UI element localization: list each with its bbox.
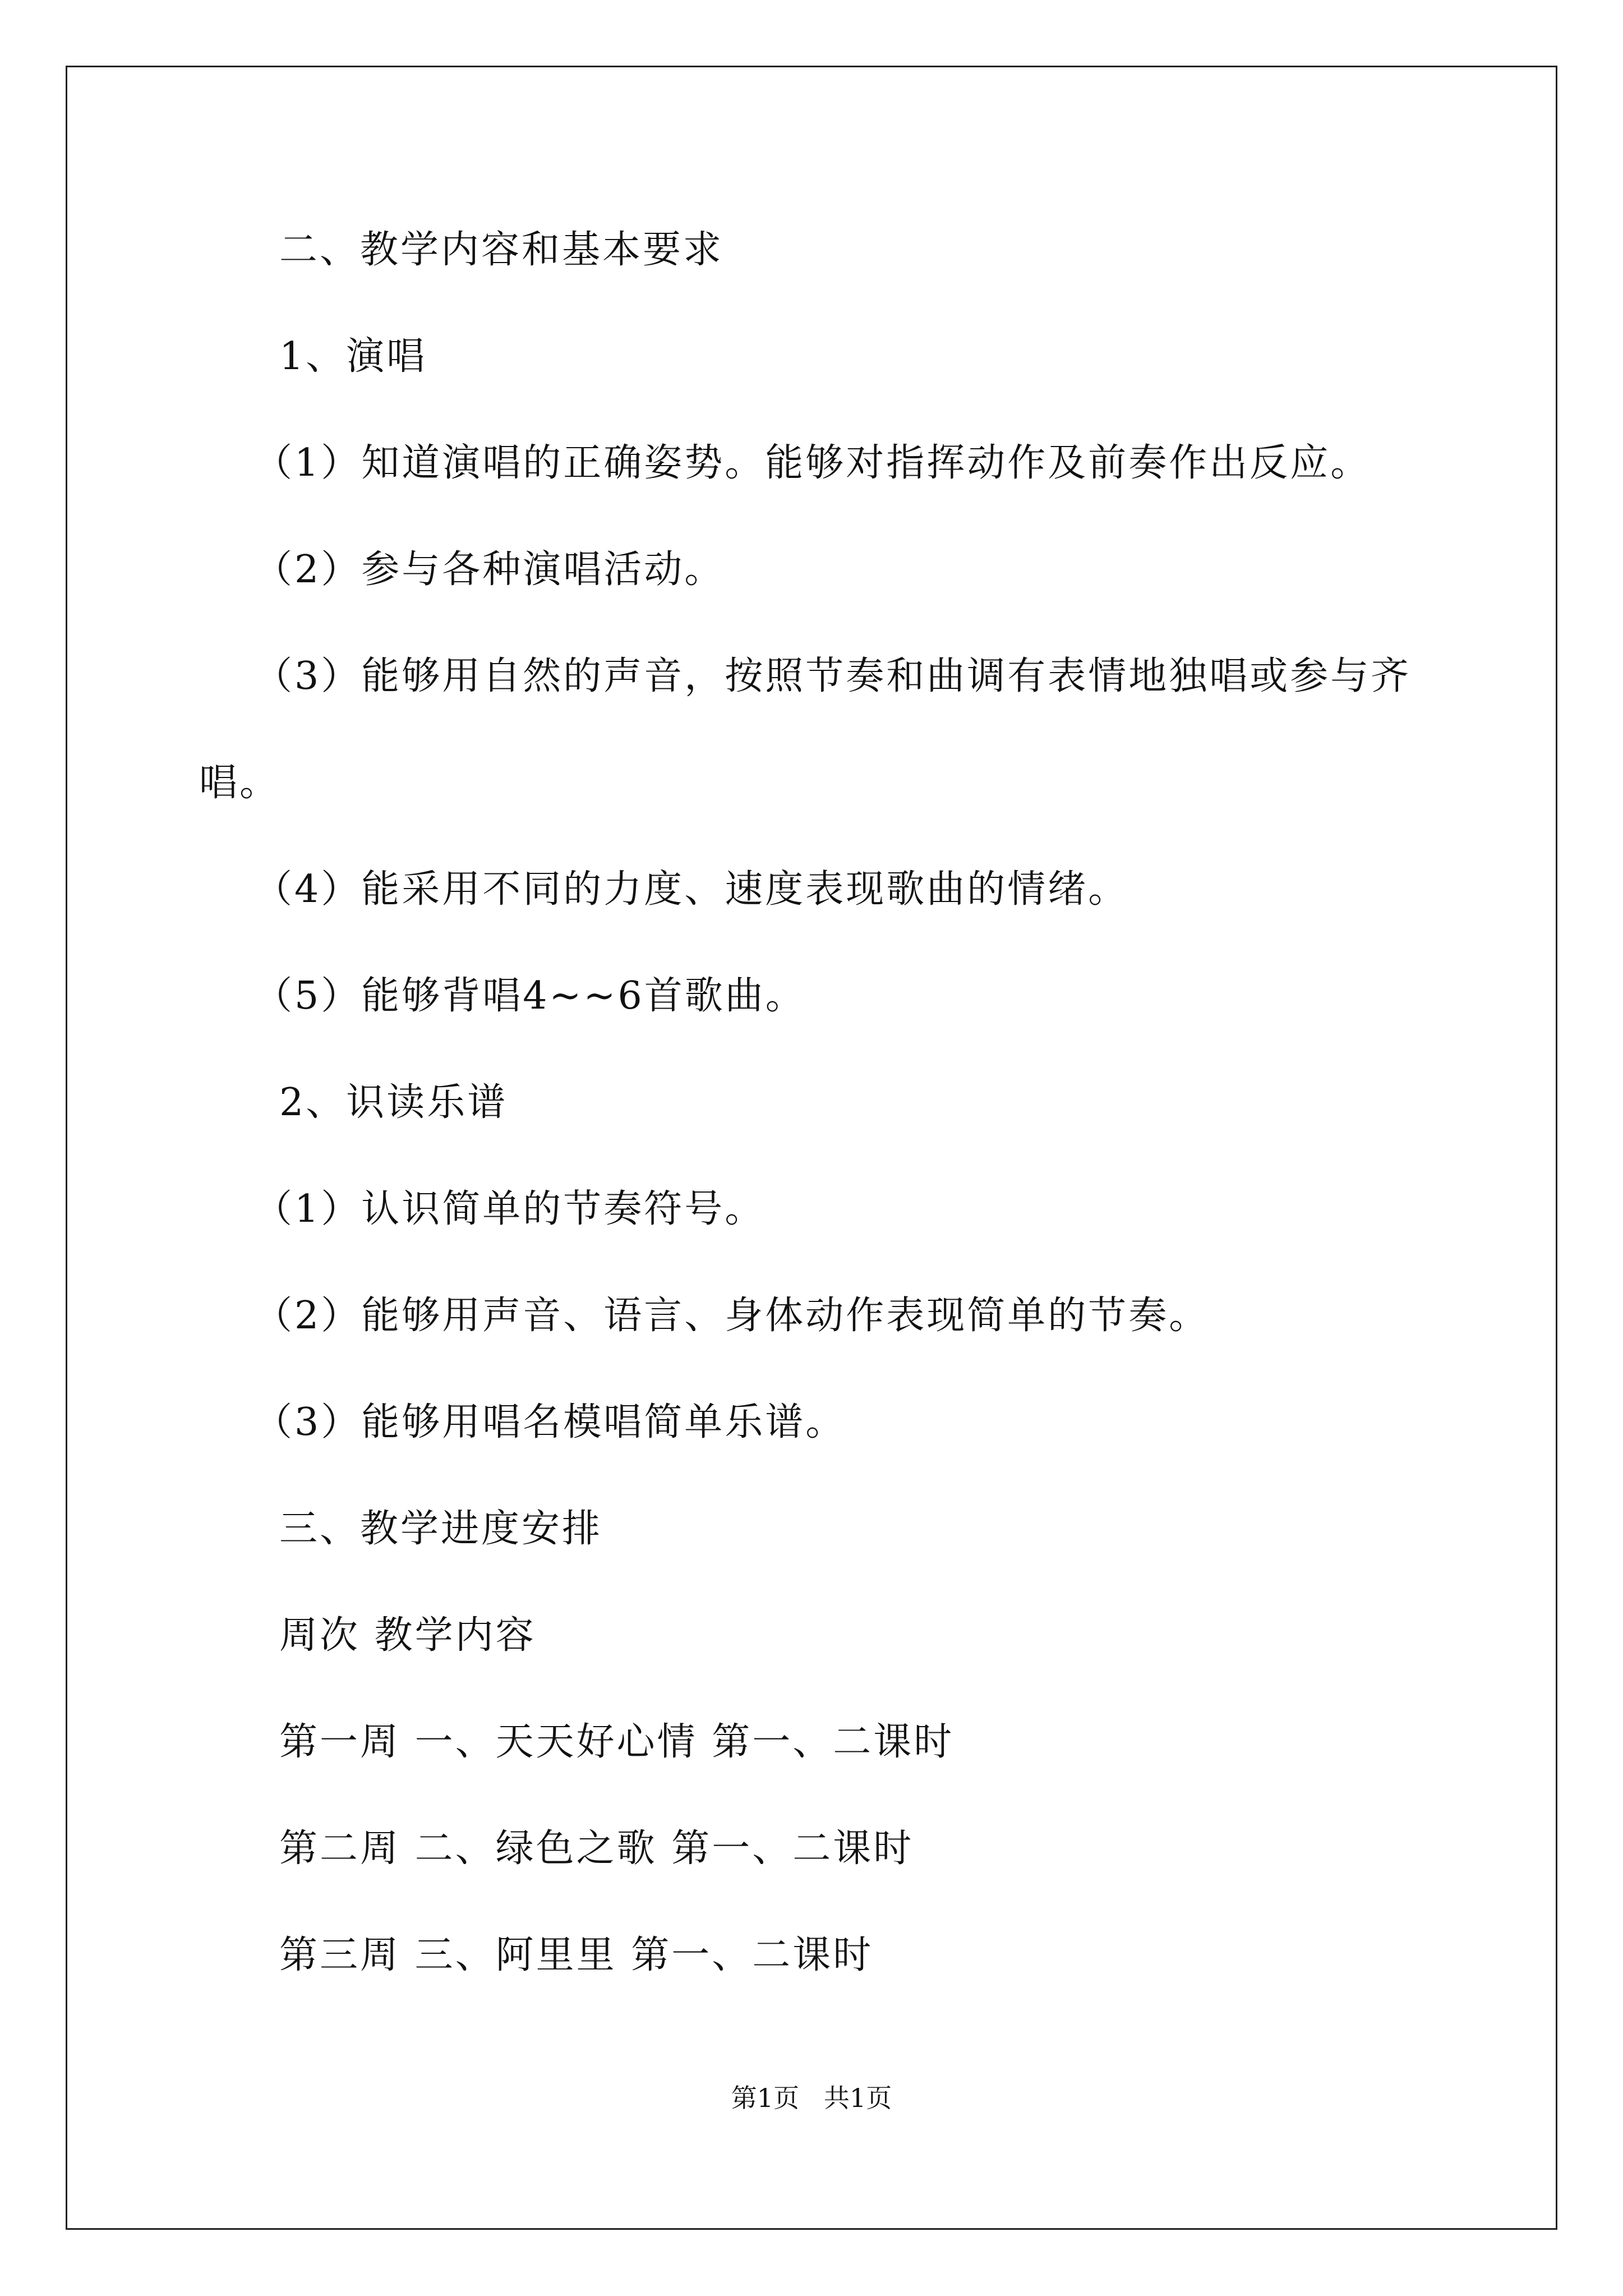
paragraph-item: （3）能够用自然的声音，按照节奏和曲调有表情地独唱或参与齐	[254, 654, 1412, 698]
paragraph-item: （1）认识简单的节奏符号。	[254, 1187, 766, 1231]
paragraph-item: （5）能够背唱4~~6首歌曲。	[254, 974, 806, 1018]
paragraph-item: （2）参与各种演唱活动。	[254, 547, 725, 592]
page-border	[66, 66, 1557, 2230]
subheading-singing: 1、演唱	[279, 334, 427, 379]
subheading-reading-music: 2、识读乐谱	[279, 1080, 508, 1125]
page-footer: 第1页 共1页	[731, 2083, 892, 2113]
section-heading-3: 三、教学进度安排	[279, 1507, 603, 1551]
schedule-row: 第二周 二、绿色之歌 第一、二课时	[279, 1826, 914, 1871]
paragraph-item: （1）知道演唱的正确姿势。能够对指挥动作及前奏作出反应。	[254, 441, 1371, 485]
paragraph-item: （2）能够用声音、语言、身体动作表现简单的节奏。	[254, 1294, 1210, 1338]
section-heading-2: 二、教学内容和基本要求	[279, 228, 724, 272]
paragraph-item: （3）能够用唱名模唱简单乐谱。	[254, 1400, 846, 1444]
schedule-row: 第一周 一、天天好心情 第一、二课时	[279, 1720, 955, 1764]
schedule-header: 周次 教学内容	[279, 1613, 536, 1658]
paragraph-continuation: 唱。	[199, 761, 280, 805]
paragraph-item: （4）能采用不同的力度、速度表现歌曲的情绪。	[254, 867, 1129, 912]
schedule-row: 第三周 三、阿里里 第一、二课时	[279, 1933, 874, 1977]
